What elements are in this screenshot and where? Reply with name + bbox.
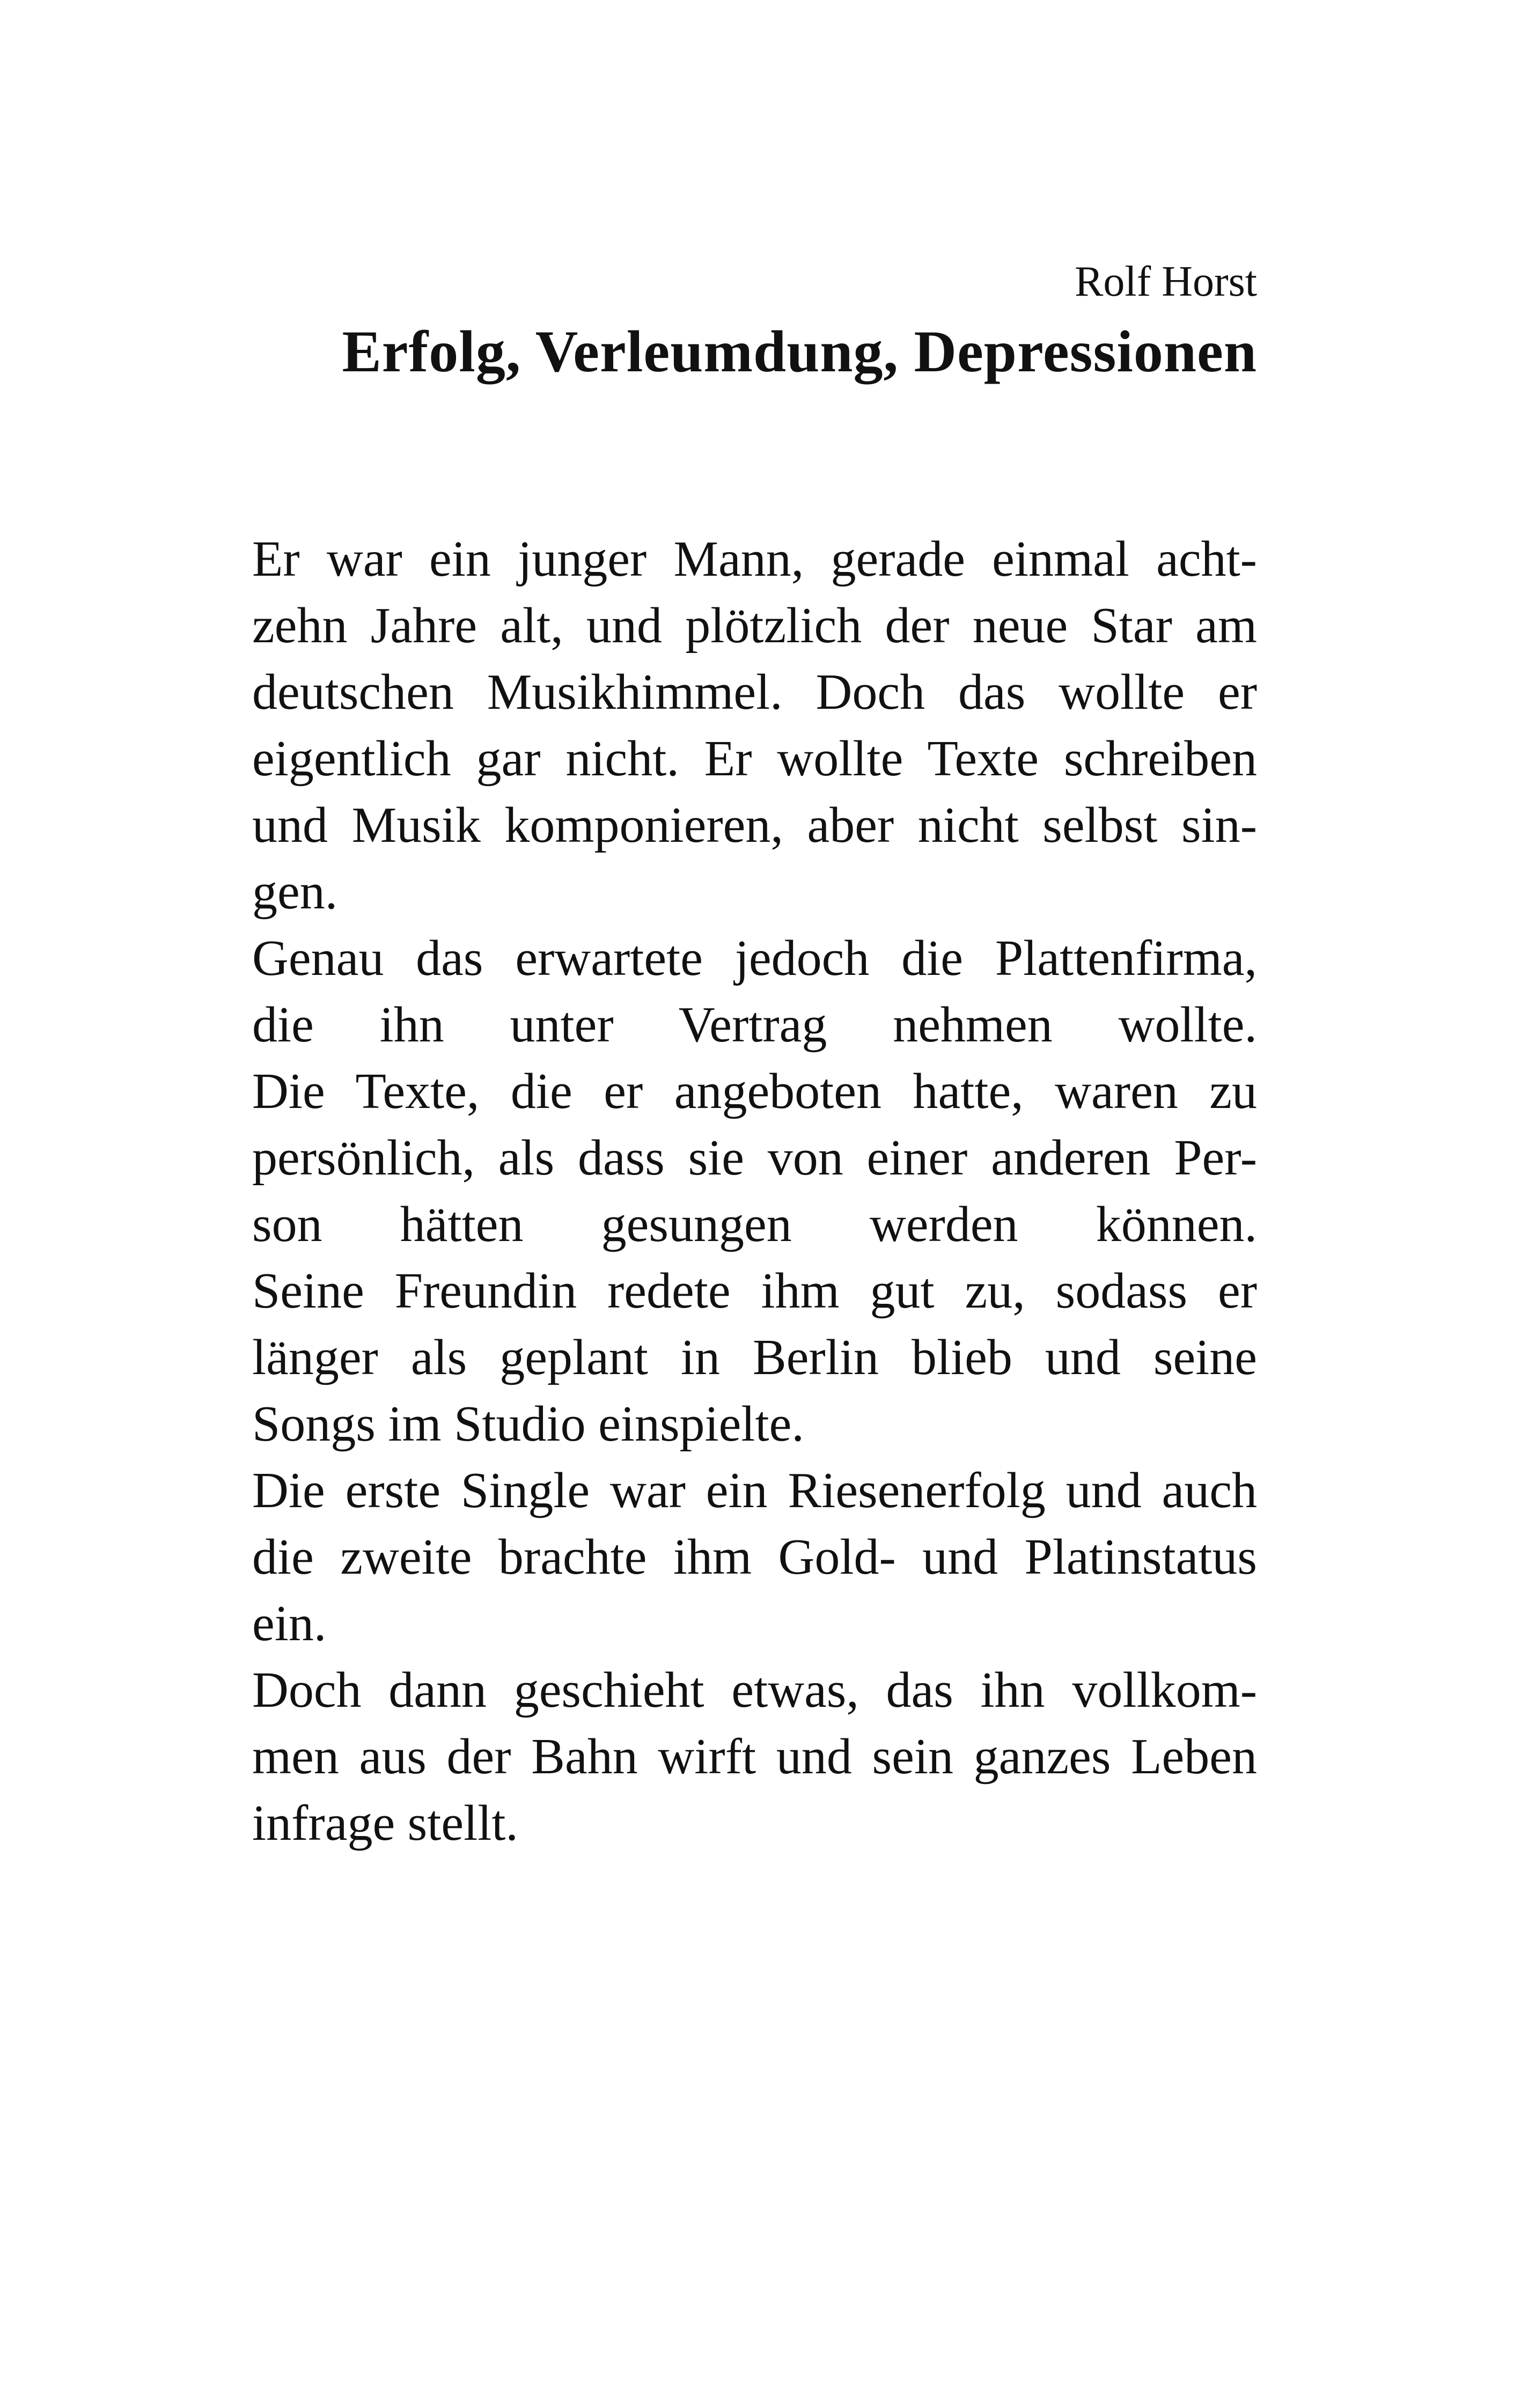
text-line: persönlich, als dass sie von einer anderen Per- bbox=[252, 1130, 1257, 1186]
text-line: Die erste Single war ein Riesenerfolg und auch bbox=[252, 1463, 1257, 1518]
text-line: Doch dann geschieht etwas, das ihn vollkom- bbox=[252, 1662, 1257, 1718]
paragraph-4 bbox=[252, 1657, 1257, 1856]
text-line: Er war ein junger Mann, gerade einmal acht- bbox=[252, 531, 1257, 587]
text-line: länger als geplant in Berlin blieb und seine bbox=[252, 1330, 1257, 1385]
paragraph-2 bbox=[252, 925, 1257, 1457]
text-line: Genau das erwartete jedoch die Plattenfirma, bbox=[252, 930, 1257, 986]
text-line: ein. bbox=[252, 1596, 327, 1651]
chapter-header bbox=[342, 252, 1257, 392]
body-text bbox=[252, 526, 1257, 1856]
text-line: deutschen Musikhimmel. Doch das wollte er bbox=[252, 664, 1257, 720]
text-line: men aus der Bahn wirft und sein ganzes Leben bbox=[252, 1729, 1257, 1785]
text-line: Seine Freundin redete ihm gut zu, sodass er bbox=[252, 1263, 1257, 1319]
text-line: Songs im Studio einspielte. bbox=[252, 1396, 804, 1452]
text-line: eigentlich gar nicht. Er wollte Texte schreiben bbox=[252, 731, 1257, 787]
text-line: und Musik komponieren, aber nicht selbst sin- bbox=[252, 797, 1257, 853]
text-line: son hätten gesungen werden können. bbox=[252, 1196, 1257, 1252]
chapter-title: Erfolg, Verleumdung, Depressionen bbox=[342, 319, 1257, 384]
text-line: zehn Jahre alt, und plötzlich der neue Star am bbox=[252, 598, 1257, 654]
paragraph-1 bbox=[252, 526, 1257, 925]
text-line: die zweite brachte ihm Gold- und Platinstatus bbox=[252, 1529, 1257, 1585]
author-name: Rolf Horst bbox=[1075, 258, 1257, 305]
paragraph-3 bbox=[252, 1457, 1257, 1657]
text-line: die ihn unter Vertrag nehmen wollte. bbox=[252, 997, 1257, 1053]
text-line: gen. bbox=[252, 864, 338, 920]
text-line: infrage stellt. bbox=[252, 1795, 518, 1851]
text-line: Die Texte, die er angeboten hatte, waren zu bbox=[252, 1063, 1257, 1119]
